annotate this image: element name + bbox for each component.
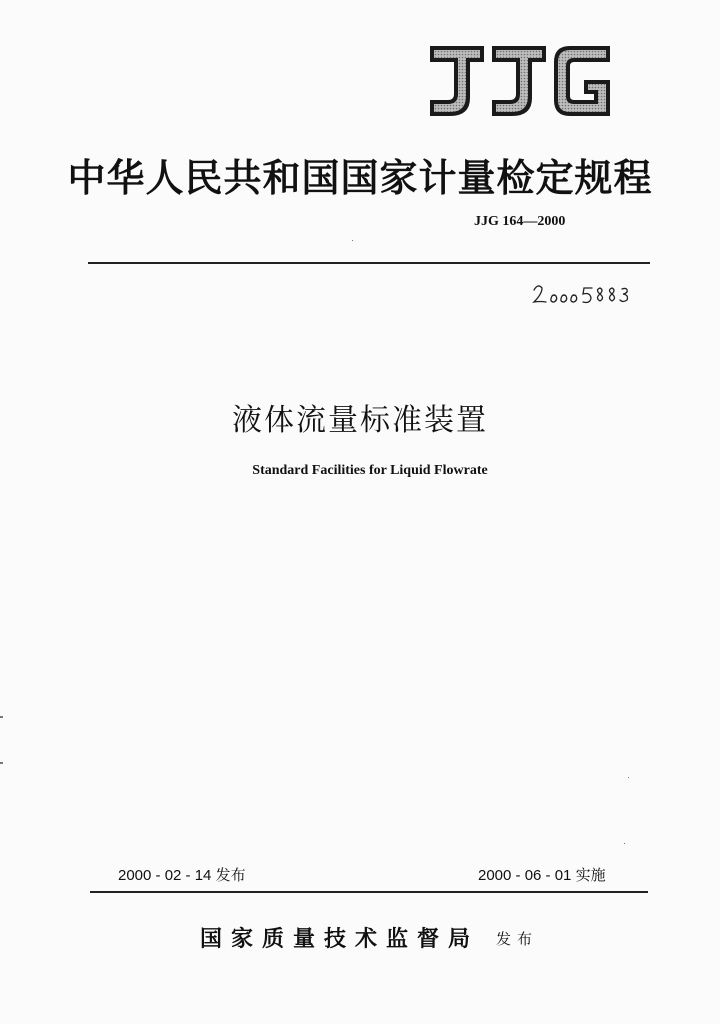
- handwritten-note: [530, 280, 660, 308]
- handwritten-note-text: [530, 280, 531, 281]
- handwritten-note-icon: [530, 280, 660, 308]
- bottom-divider: [90, 891, 648, 893]
- scan-speck: [0, 762, 3, 764]
- document-title-english: Standard Facilities for Liquid Flowrate: [252, 463, 488, 478]
- logo-letter-j-1: [430, 46, 484, 116]
- jjg-logo: [428, 44, 613, 118]
- top-divider: [88, 262, 650, 264]
- standard-number: JJG 164—2000: [474, 214, 566, 229]
- regulation-series-title: 中华人民共和国国家计量检定规程: [67, 155, 653, 200]
- scan-speck: [0, 716, 3, 718]
- document-title-chinese: 液体流量标准装置: [232, 403, 488, 438]
- publish-label: 发布: [496, 930, 539, 948]
- scan-speck: [624, 843, 625, 844]
- logo-letter-g: [554, 46, 610, 116]
- issue-date: 2000 - 02 - 14 发布: [118, 867, 246, 884]
- implementation-date: 2000 - 06 - 01 实施: [478, 867, 606, 884]
- publisher-name: 国家质量技术监督局: [200, 926, 480, 952]
- scan-speck: [352, 240, 353, 241]
- scan-speck: [628, 777, 629, 778]
- jjg-logo-icon: [428, 44, 613, 118]
- logo-letter-j-2: [492, 46, 546, 116]
